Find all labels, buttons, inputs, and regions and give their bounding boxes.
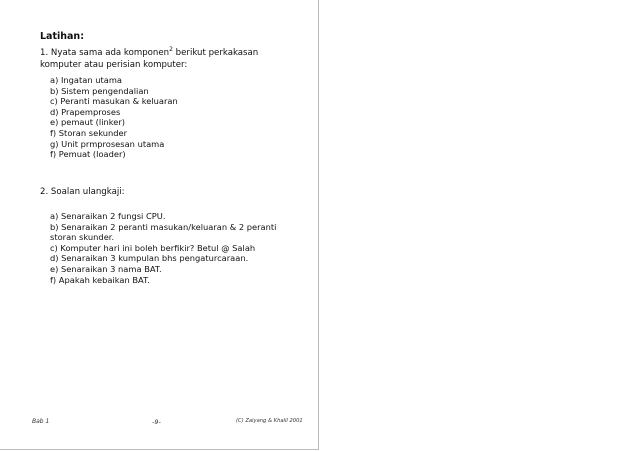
list-item: d) Prapemproses — [50, 106, 121, 117]
document-page — [0, 0, 319, 450]
list-item: f) Apakah kebaikan BAT. — [50, 274, 150, 285]
footer-chapter: Bab 1 — [32, 418, 50, 425]
list-item: e) pemaut (linker) — [50, 117, 126, 128]
list-item: f) Pemuat (loader) — [50, 149, 126, 160]
footer-copyright: (C) Zaiyang & Khalil 2001 — [236, 418, 303, 424]
list-item: a) Senaraikan 2 fungsi CPU. — [50, 211, 166, 221]
footer-page-number: -9- — [152, 418, 161, 426]
list-item: d) Senaraikan 3 kumpulan bhs pengaturcaraan. — [50, 253, 249, 264]
question-1-text-start: 1. Nyata sama ada komponen — [40, 48, 170, 58]
list-item: f) Storan sekunder — [50, 127, 128, 138]
list-item: b) Senaraikan 2 peranti masukan/keluaran & 2 peranti storan skunder. — [50, 221, 277, 243]
list-item: c) Peranti masukan & keluaran — [50, 96, 178, 107]
question-2-list — [50, 211, 280, 285]
question-1-list — [50, 75, 250, 160]
list-item: a) Ingatan utama — [50, 75, 123, 85]
question-1-superscript: 2 — [169, 46, 173, 54]
question-1-text-end: berikut perkakasan komputer atau perisian komputer: — [40, 48, 259, 70]
list-item: g) Unit prmprosesan utama — [50, 138, 165, 149]
list-item: e) Senaraikan 3 nama BAT. — [50, 263, 162, 274]
list-item: c) Komputer hari ini boleh berfikir? Betul @ Salah — [50, 242, 256, 253]
question-2: 2. Soalan ulangkaji: — [40, 187, 125, 197]
page-heading: Latihan: — [40, 31, 84, 42]
question-1 — [40, 47, 290, 71]
list-item: b) Sistem pengendalian — [50, 85, 149, 96]
